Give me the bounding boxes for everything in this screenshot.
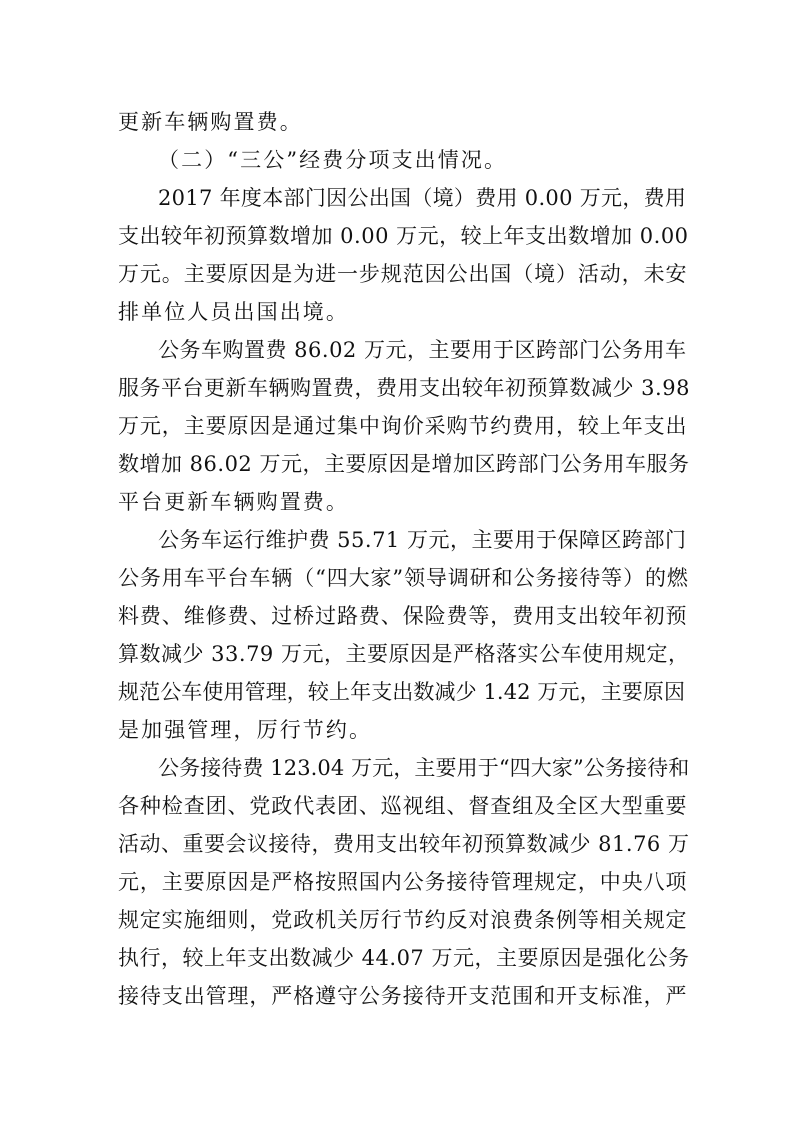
text-line: 公务车运行维护费 55.71 万元，主要用于保障区跨部门 (158, 528, 687, 552)
section-heading: （二）“三公”经费分项支出情况。 (158, 148, 508, 172)
text-line: 支出较年初预算数增加 0.00 万元，较上年支出数增加 0.00 (118, 224, 689, 248)
text-line: 服务平台更新车辆购置费，费用支出较年初预算数减少 3.98 (118, 376, 690, 400)
text-line: 规范公车使用管理，较上年支出数减少 1.42 万元，主要原因 (118, 680, 686, 704)
text-line: 排单位人员出国出境。 (118, 300, 349, 324)
text-line: 公务车购置费 86.02 万元，主要用于区跨部门公务用车 (158, 338, 687, 362)
text-line: 公务用车平台车辆（“四大家”领导调研和公务接待等）的燃 (118, 566, 689, 590)
text-line: 是加强管理，厉行节约。 (118, 718, 373, 742)
text-line: 活动、重要会议接待，费用支出较年初预算数减少 81.76 万 (118, 832, 690, 856)
text-line: 规定实施细则，党政机关厉行节约反对浪费条例等相关规定 (118, 908, 688, 932)
text-line: 算数减少 33.79 万元，主要原因是严格落实公车使用规定， (118, 642, 690, 666)
text-line: 元，主要原因是严格按照国内公务接待管理规定，中央八项 (118, 870, 688, 894)
text-line: 接待支出管理，严格遵守公务接待开支范围和开支标准，严 (118, 984, 688, 1008)
text-line: 万元，主要原因是通过集中询价采购节约费用，较上年支出 (118, 414, 688, 438)
text-line: 更新车辆购置费。 (118, 110, 303, 134)
text-line: 2017 年度本部门因公出国（境）费用 0.00 万元，费用 (158, 186, 687, 210)
text-line: 各种检查团、党政代表团、巡视组、督查组及全区大型重要 (118, 794, 688, 818)
text-line: 执行，较上年支出数减少 44.07 万元，主要原因是强化公务 (118, 946, 690, 970)
text-line: 平台更新车辆购置费。 (118, 490, 349, 514)
text-line: 公务接待费 123.04 万元，主要用于“四大家”公务接待和 (158, 756, 690, 780)
text-line: 万元。主要原因是为进一步规范因公出国（境）活动，未安 (118, 262, 688, 286)
text-line: 数增加 86.02 万元，主要原因是增加区跨部门公务用车服务 (118, 452, 690, 476)
text-line: 料费、维修费、过桥过路费、保险费等，费用支出较年初预 (118, 604, 688, 628)
